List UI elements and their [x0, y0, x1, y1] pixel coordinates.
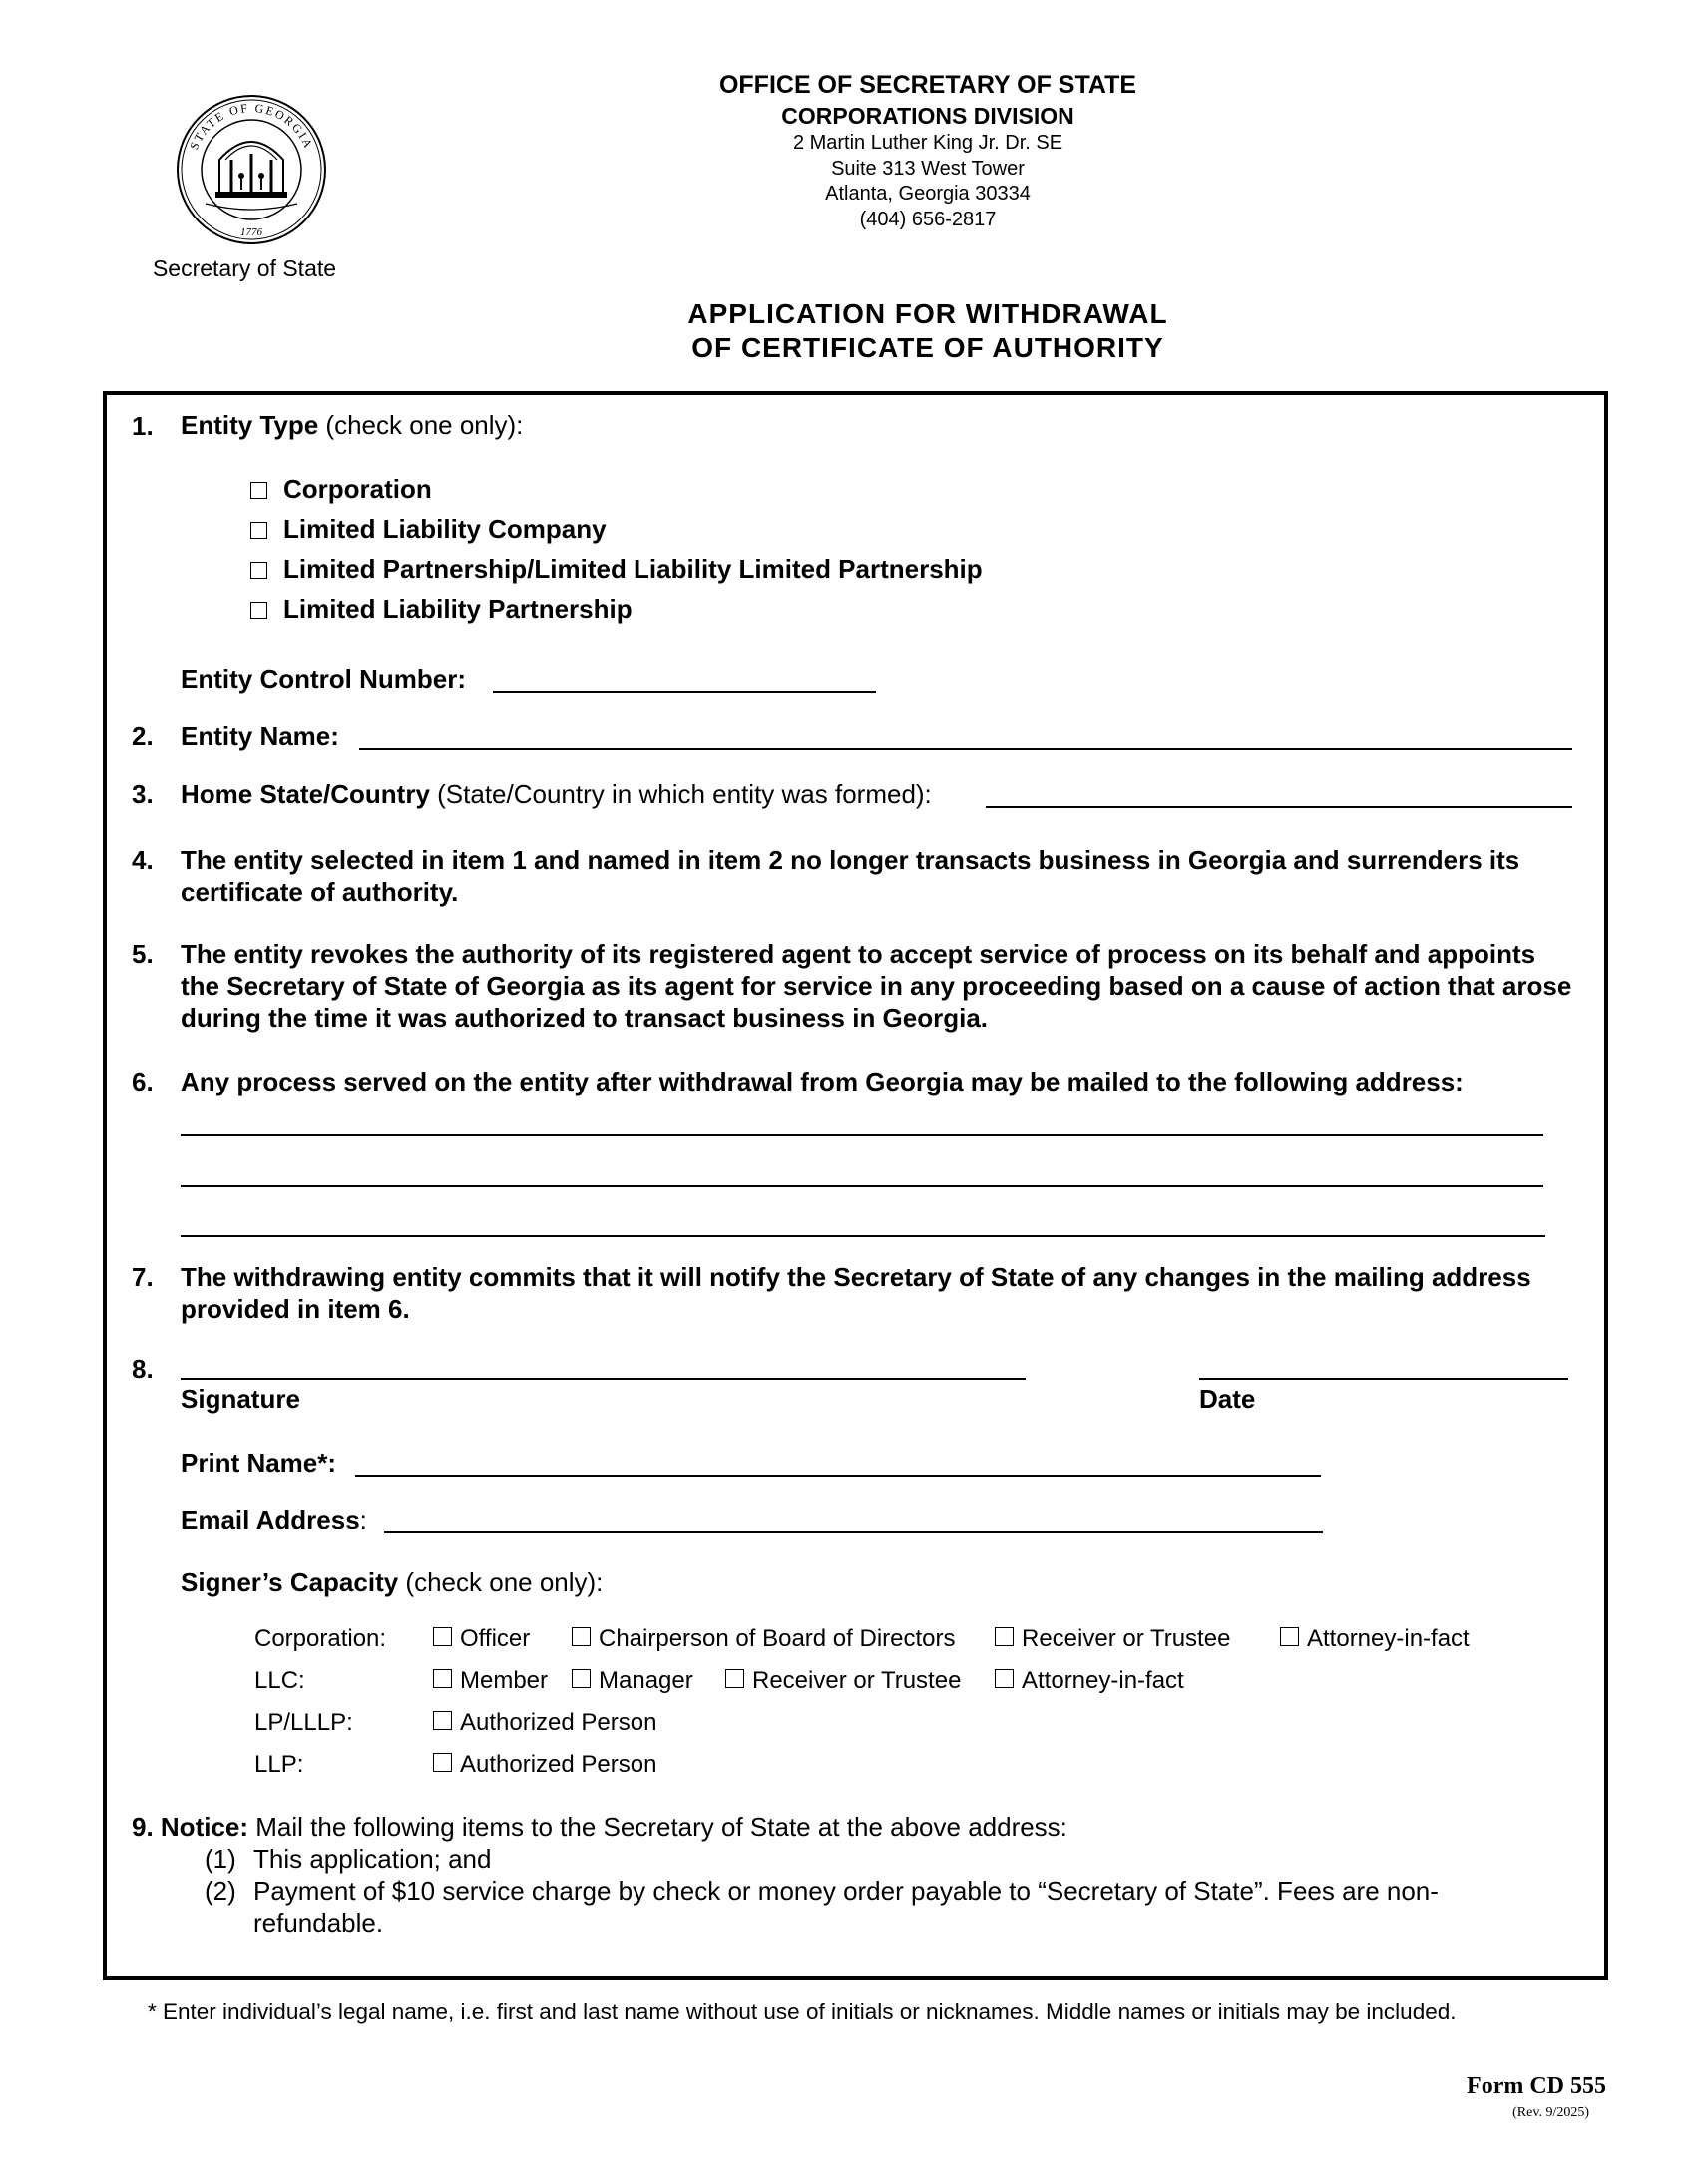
manager-checkbox[interactable]: [572, 1669, 591, 1688]
title-line-2: OF CERTIFICATE OF AUTHORITY: [691, 332, 1164, 363]
capacity-member: [433, 1666, 548, 1696]
office-address-line-3: Atlanta, Georgia 30334: [825, 183, 1031, 205]
entity-control-number-label: Entity Control Number:: [181, 664, 466, 694]
item-8-number: 8.: [132, 1354, 154, 1384]
entity-control-number-field[interactable]: [493, 691, 876, 693]
item-5-number: 5.: [132, 939, 154, 969]
mailing-address-line-3[interactable]: [181, 1235, 1545, 1237]
capacity-corp-receiver-label: Receiver or Trustee: [1022, 1625, 1231, 1652]
signer-capacity-label: Signer’s Capacity: [181, 1567, 399, 1597]
georgia-state-seal-icon: [176, 94, 327, 245]
llc-attorney-in-fact-checkbox[interactable]: [995, 1669, 1014, 1688]
capacity-officer: [433, 1624, 530, 1654]
corp-attorney-in-fact-checkbox[interactable]: [1280, 1627, 1299, 1646]
office-phone: (404) 656-2817: [859, 208, 997, 230]
item-3-number: 3.: [132, 779, 154, 809]
item-1-heading: [181, 409, 523, 441]
email-address-field[interactable]: [384, 1531, 1323, 1533]
capacity-llc-attorney-label: Attorney-in-fact: [1022, 1667, 1184, 1694]
capacity-lp-label: LP/LLLP:: [254, 1709, 353, 1736]
item-1-number: 1.: [132, 411, 154, 441]
lp-authorized-person-checkbox[interactable]: [433, 1711, 452, 1730]
svg-text:STATE OF GEORGIA: [187, 101, 316, 152]
option-llp: [250, 593, 633, 625]
item-6-text: Any process served on the entity after withdrawal from Georgia may be mailed to the following address:: [181, 1067, 1464, 1096]
form-number: Form CD 555: [1467, 2073, 1606, 2099]
home-state-note: (State/Country in which entity was formed):: [429, 779, 932, 809]
entity-name-label: Entity Name:: [181, 721, 339, 751]
corporation-checkbox[interactable]: [250, 482, 267, 499]
capacity-llp-authorized-label: Authorized Person: [460, 1751, 657, 1778]
entity-name-field[interactable]: [359, 748, 1572, 750]
form-revision: (Rev. 9/2025): [1512, 2105, 1589, 2120]
capacity-llc-attorney: [995, 1666, 1184, 1696]
seal-caption: Secretary of State: [152, 255, 337, 281]
item-3-text: [181, 778, 932, 810]
llp-checkbox[interactable]: [250, 602, 267, 619]
capacity-lp-authorized: [433, 1708, 656, 1738]
officer-checkbox[interactable]: [433, 1627, 452, 1646]
option-corporation: [250, 473, 432, 505]
option-lp-lllp-label: Limited Partnership/Limited Liability Limited Partnership: [283, 554, 983, 584]
item-4-number: 4.: [132, 845, 154, 875]
capacity-member-label: Member: [460, 1667, 549, 1694]
email-address-text: [181, 1504, 367, 1535]
seal-year: 1776: [240, 226, 262, 238]
mailing-address-line-2[interactable]: [181, 1185, 1543, 1187]
capacity-llp-authorized: [433, 1750, 656, 1780]
capacity-chairperson-label: Chairperson of Board of Directors: [599, 1625, 956, 1652]
llc-receiver-trustee-checkbox[interactable]: [725, 1669, 744, 1688]
capacity-llc-label: LLC:: [254, 1667, 305, 1694]
item-4-text: The entity selected in item 1 and named in item 2 no longer transacts business in Georgia and surrenders its certificate of authority.: [181, 845, 1520, 907]
capacity-chairperson: [572, 1624, 956, 1654]
capacity-manager-label: Manager: [599, 1667, 693, 1694]
capacity-corp-attorney: [1280, 1624, 1470, 1654]
notice-item-2-text: Payment of $10 service charge by check or money order payable to “Secretary of State”. Fees are non-refundable.: [253, 1876, 1439, 1938]
option-llp-label: Limited Liability Partnership: [283, 594, 633, 624]
email-address-colon: :: [359, 1505, 367, 1534]
print-name-field[interactable]: [355, 1475, 1321, 1477]
corp-receiver-trustee-checkbox[interactable]: [995, 1627, 1014, 1646]
notice-item-1-text: This application; and: [253, 1844, 492, 1874]
item-7-text: The withdrawing entity commits that it will notify the Secretary of State of any changes in the mailing address provided in item 6.: [181, 1262, 1531, 1324]
entity-type-note: (check one only):: [318, 410, 524, 440]
email-address-label: Email Address: [181, 1505, 360, 1534]
capacity-llc-receiver: [725, 1666, 961, 1696]
option-lp-lllp: [250, 553, 983, 585]
office-name: OFFICE OF SECRETARY OF STATE: [718, 71, 1137, 99]
signer-capacity-heading: [181, 1566, 603, 1598]
document-title: [599, 297, 1257, 365]
date-label: Date: [1199, 1384, 1256, 1414]
llc-checkbox[interactable]: [250, 522, 267, 539]
office-address-line-1: 2 Martin Luther King Jr. Dr. SE: [792, 132, 1063, 154]
capacity-llp-label: LLP:: [254, 1751, 304, 1778]
capacity-manager: [572, 1666, 693, 1696]
capacity-lp-authorized-label: Authorized Person: [460, 1709, 657, 1736]
division-name: CORPORATIONS DIVISION: [781, 103, 1074, 129]
notice-item-2-number: (2): [205, 1876, 236, 1906]
office-address-line-2: Suite 313 West Tower: [831, 157, 1025, 180]
notice-intro: Mail the following items to the Secretary of State at the above address:: [248, 1812, 1067, 1842]
item-6-number: 6.: [132, 1067, 154, 1096]
footnote: * Enter individual’s legal name, i.e. first and last name without use of initials or nicknames. Middle names or initials may be included.: [148, 1999, 1457, 2024]
entity-type-label: Entity Type: [181, 410, 319, 440]
llp-authorized-person-checkbox[interactable]: [433, 1753, 452, 1772]
signature-field[interactable]: [181, 1378, 1026, 1380]
capacity-officer-label: Officer: [460, 1625, 531, 1652]
capacity-llc-receiver-label: Receiver or Trustee: [752, 1667, 962, 1694]
print-name-label: Print Name*:: [181, 1448, 337, 1478]
home-state-country-field[interactable]: [986, 806, 1572, 808]
notice-label: 9. Notice:: [132, 1812, 249, 1842]
date-field[interactable]: [1199, 1378, 1568, 1380]
seal-ring-text: STATE OF GEORGIA: [187, 100, 316, 152]
signature-label: Signature: [181, 1384, 300, 1414]
option-llc-label: Limited Liability Company: [283, 514, 607, 544]
item-7-number: 7.: [132, 1262, 154, 1292]
item-9-notice: [132, 1811, 1067, 1843]
option-corporation-label: Corporation: [283, 474, 432, 504]
lp-lllp-checkbox[interactable]: [250, 562, 267, 579]
mailing-address-line-1[interactable]: [181, 1134, 1543, 1136]
capacity-corp-attorney-label: Attorney-in-fact: [1307, 1625, 1470, 1652]
option-llc: [250, 513, 607, 545]
chairperson-checkbox[interactable]: [572, 1627, 591, 1646]
item-5-text: The entity revokes the authority of its registered agent to accept service of process on its behalf and appoints the Secretary of State of Georgia as its agent for service in any proceeding based on a cause of action that arose during the time it was authorized to transact business in Georgia.: [181, 939, 1572, 1033]
home-state-label: Home State/Country: [181, 779, 430, 809]
title-line-1: APPLICATION FOR WITHDRAWAL: [687, 298, 1168, 329]
notice-item-1-number: (1): [205, 1844, 236, 1874]
member-checkbox[interactable]: [433, 1669, 452, 1688]
capacity-corporation-label: Corporation:: [254, 1625, 387, 1652]
capacity-corp-receiver: [995, 1624, 1230, 1654]
signer-capacity-note: (check one only):: [398, 1567, 604, 1597]
office-header: [648, 70, 1207, 232]
item-2-number: 2.: [132, 721, 154, 751]
